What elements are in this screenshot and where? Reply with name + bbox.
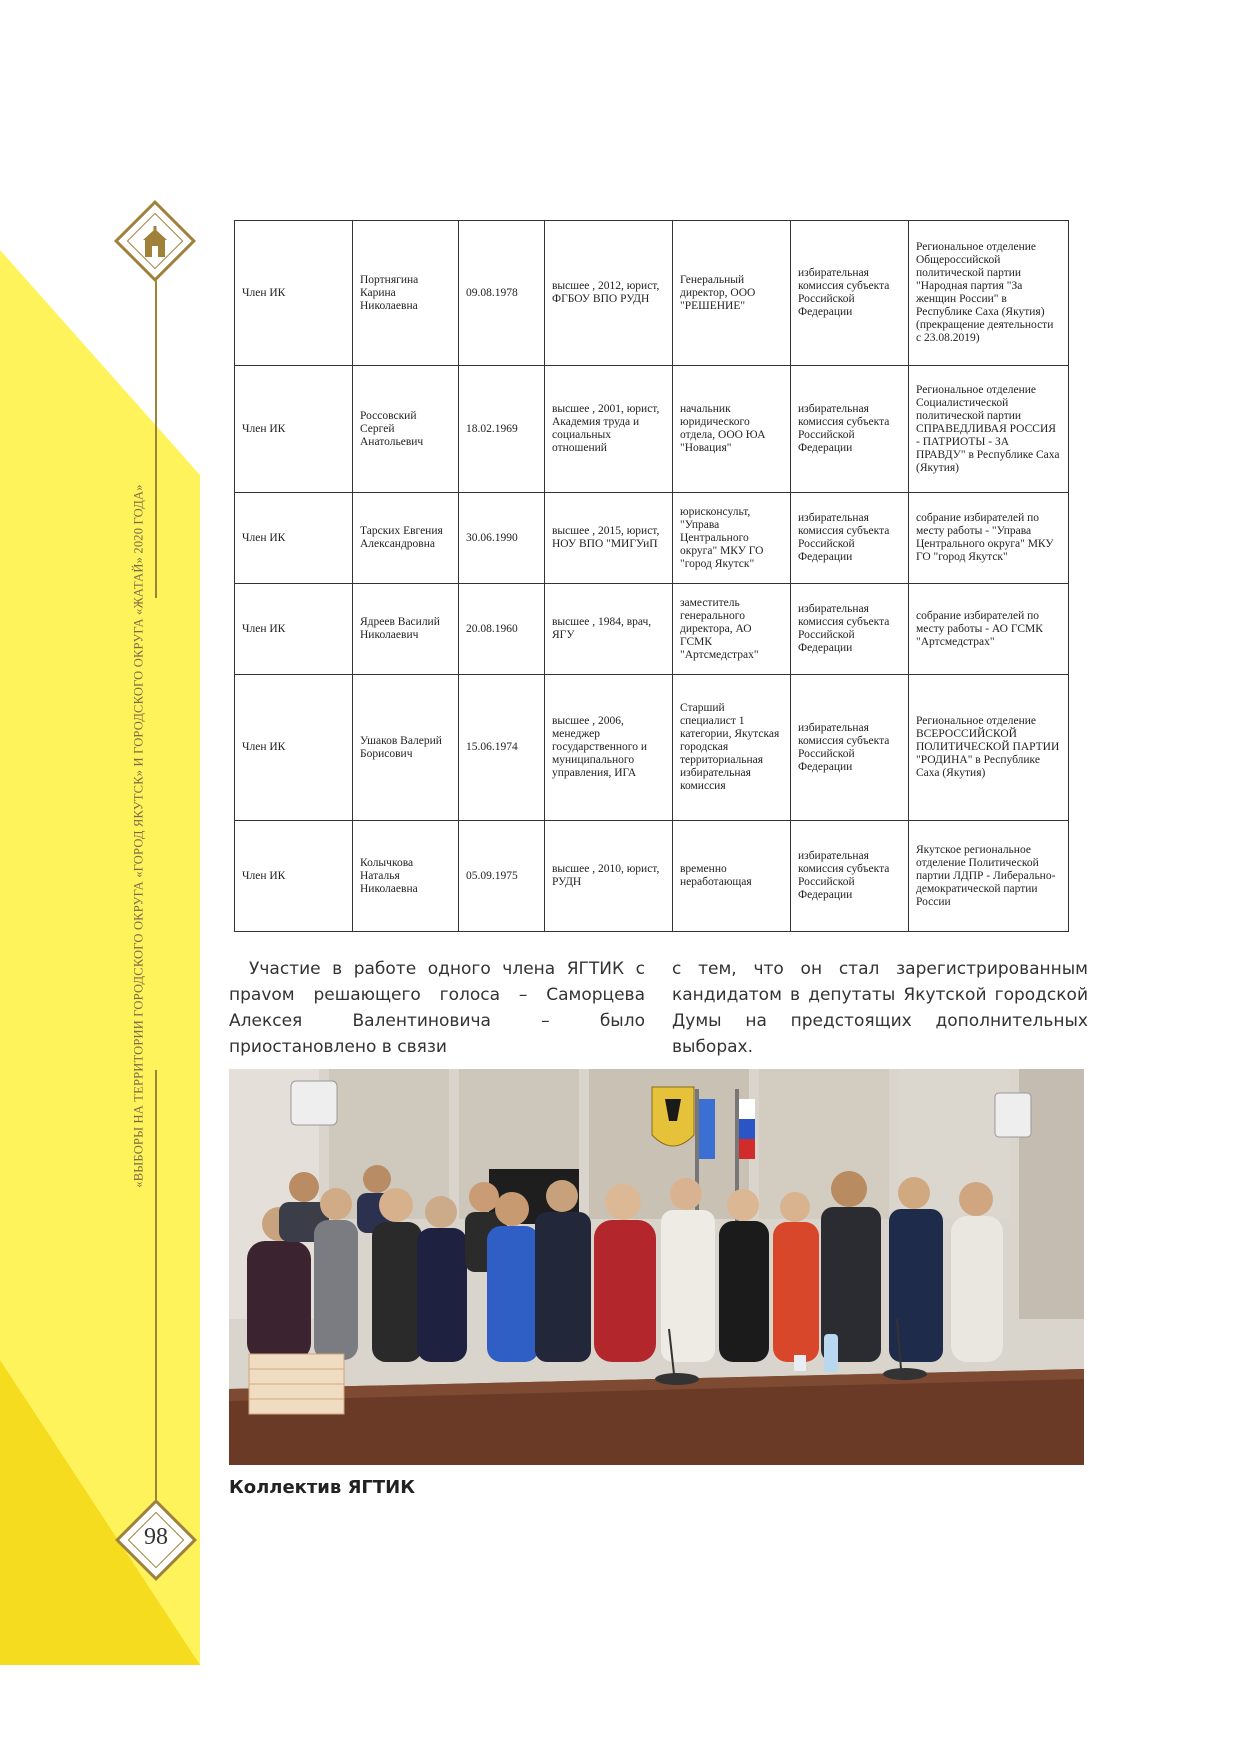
table-cell: заместитель генерального директора, АО ГСМК "Артсмедстрах" — [673, 584, 791, 675]
table-cell: Член ИК — [235, 493, 353, 584]
table-cell: 09.08.1978 — [459, 221, 545, 366]
table-cell: Региональное отделение Общероссийской политической партии "Народная партия "За женщин России" в Республике Саха (Якутия) (прекращение деятельности с 23.08.2019) — [909, 221, 1069, 366]
table-cell: 20.08.1960 — [459, 584, 545, 675]
table-cell: 18.02.1969 — [459, 366, 545, 493]
table-cell: собрание избирателей по месту работы - АО ГСМК "Артсмедстрах" — [909, 584, 1069, 675]
table-cell: избирательная комиссия субъекта Российской Федерации — [791, 493, 909, 584]
table-cell: временно неработающая — [673, 821, 791, 932]
table-cell: Ушаков Валерий Борисович — [353, 675, 459, 821]
table-cell: избирательная комиссия субъекта Российской Федерации — [791, 821, 909, 932]
table-cell: Член ИК — [235, 584, 353, 675]
chapel-icon — [140, 226, 170, 260]
table-cell: избирательная комиссия субъекта Российской Федерации — [791, 584, 909, 675]
table-cell: высшее , 2001, юрист, Академия труда и социальных отношений — [545, 366, 673, 493]
table-cell: высшее , 2010, юрист, РУДН — [545, 821, 673, 932]
table-cell: 30.06.1990 — [459, 493, 545, 584]
table-row — [235, 584, 1069, 675]
table-cell: Региональное отделение ВСЕРОССИЙСКОЙ ПОЛИТИЧЕСКОЙ ПАРТИИ "РОДИНА" в Республике Саха (Якутия) — [909, 675, 1069, 821]
table-cell: Портнягина Карина Николаевна — [353, 221, 459, 366]
table-row — [235, 821, 1069, 932]
table-cell: Колычкова Наталья Николаевна — [353, 821, 459, 932]
sidebar-rule-top — [155, 258, 157, 598]
group-photo — [229, 1069, 1084, 1465]
table-row — [235, 493, 1069, 584]
table-row — [235, 221, 1069, 366]
table-cell: Член ИК — [235, 821, 353, 932]
table-cell: высшее , 2012, юрист, ФГБОУ ВПО РУДН — [545, 221, 673, 366]
table-cell: Ядреев Василий Николаевич — [353, 584, 459, 675]
table-cell: Якутское региональное отделение Политической партии ЛДПР - Либерально-демократической партии России — [909, 821, 1069, 932]
members-table — [234, 220, 1069, 932]
table-cell: избирательная комиссия субъекта Российской Федерации — [791, 221, 909, 366]
table-cell: избирательная комиссия субъекта Российской Федерации — [791, 366, 909, 493]
table-row — [235, 366, 1069, 493]
table-cell: высшее , 2006, менеджер государственного и муниципального управления, ИГА — [545, 675, 673, 821]
table-cell: Региональное отделение Социалистической политической партии СПРАВЕДЛИВАЯ РОССИЯ - ПАТРИОТЫ - ЗА ПРАВДУ" в Республике Саха (Якутия) — [909, 366, 1069, 493]
table-cell: Член ИК — [235, 221, 353, 366]
table-cell: 15.06.1974 — [459, 675, 545, 821]
table-cell: 05.09.1975 — [459, 821, 545, 932]
table-cell: избирательная комиссия субъекта Российской Федерации — [791, 675, 909, 821]
table-cell: высшее , 1984, врач, ЯГУ — [545, 584, 673, 675]
table-cell: юрисконсульт, "Управа Центрального округа" МКУ ГО "город Якутск" — [673, 493, 791, 584]
table-cell: Член ИК — [235, 675, 353, 821]
table-cell: высшее , 2015, юрист, НОУ ВПО "МИГУиП — [545, 493, 673, 584]
table-cell: начальник юридического отдела, ООО ЮА "Новация" — [673, 366, 791, 493]
body-text-left: Участие в работе одного члена ЯГТИК с праvом решающего голоса – Саморцева Алексея Валентиновича – было приостановлено в связи — [229, 959, 645, 1057]
table-cell: Генеральный директор, ООО "РЕШЕНИЕ" — [673, 221, 791, 366]
table-cell: Тарских Евгения Александровна — [353, 493, 459, 584]
table-cell: Старший специалист 1 категории, Якутская городская территориальная избирательная комиссия — [673, 675, 791, 821]
sidebar-rule-bottom — [155, 1070, 157, 1502]
running-title: «ВЫБОРЫ НА ТЕРРИТОРИИ ГОРОДСКОГО ОКРУГА «ГОРОД ЯКУТСК» И ГОРОДСКОГО ОКРУГА «ЖАТАЙ» 2020 ГОДА» — [131, 484, 146, 1188]
body-text-right: с тем, что он стал зарегистрированным кандидатом в депутаты Якутской городской Думы на предстоящих дополнительных выборах. — [672, 959, 1088, 1057]
table-cell: Член ИК — [235, 366, 353, 493]
table-cell: Россовский Сергей Анатольевич — [353, 366, 459, 493]
table-row — [235, 675, 1069, 821]
group-photo-illustration — [229, 1069, 1084, 1465]
table-cell: собрание избирателей по месту работы - "Управа Центрального округа" МКУ ГО "город Якутск" — [909, 493, 1069, 584]
page-number: 98 — [144, 1524, 168, 1550]
photo-caption: Коллектив ЯГТИК — [229, 1477, 415, 1498]
